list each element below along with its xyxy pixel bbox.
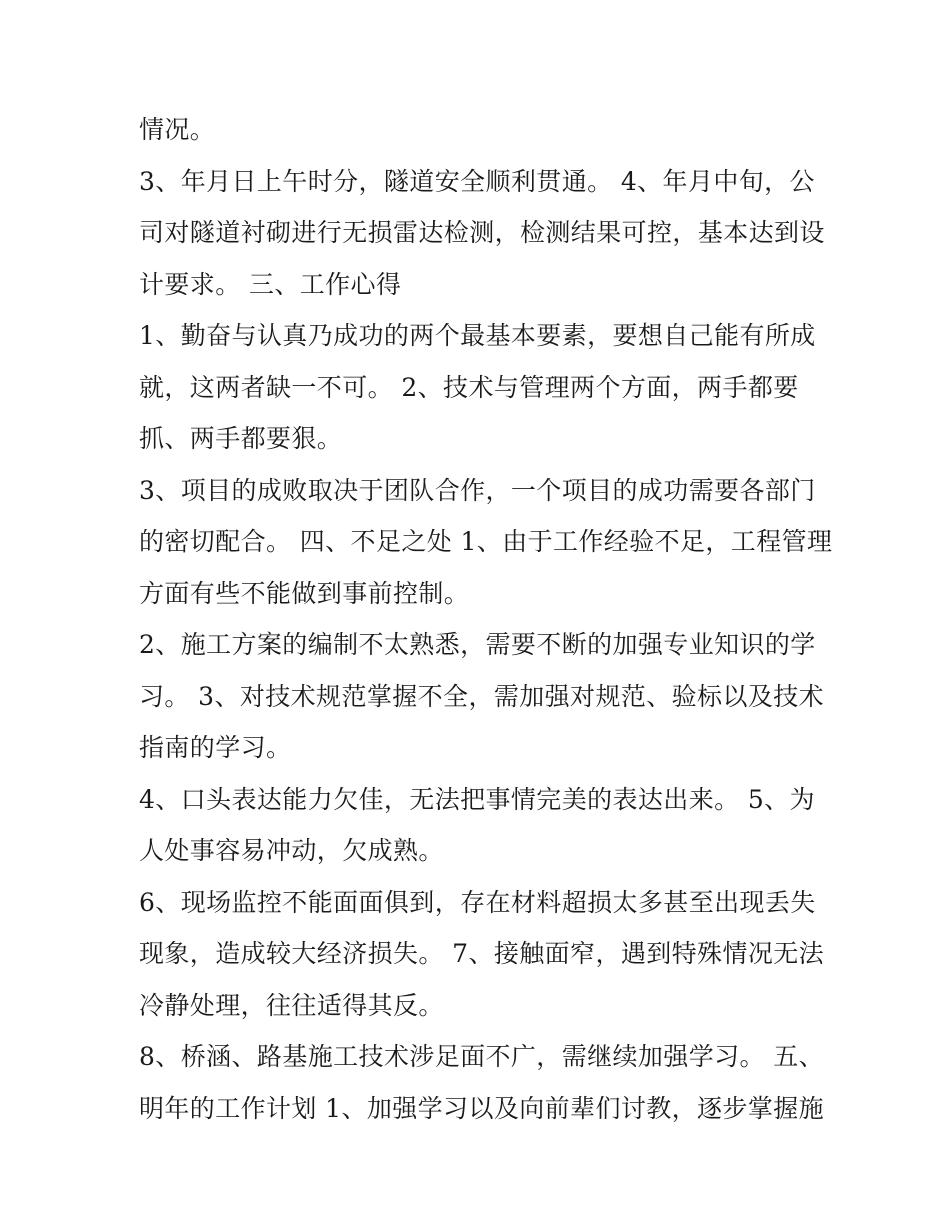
document-body — [139, 104, 833, 1134]
text-line: 2、施工方案的编制不太熟悉，需要不断的加强专业知识的学 — [139, 630, 816, 659]
text-line: 指南的学习。 — [139, 733, 292, 762]
text-line: 4、口头表达能力欠佳，无法把事情完美的表达出来。 5、为 — [139, 784, 815, 814]
text-line: 习。 3、对技术规范掌握不全，需加强对规范、验标以及技术 — [139, 681, 825, 711]
text-line: 现象，造成较大经济损失。 7、接触面窄，遇到特殊情况无法 — [139, 939, 825, 968]
text-line: 的密切配合。 四、不足之处 1、由于工作经验不足，工程管理 — [139, 527, 833, 556]
text-line: 抓、两手都要狠。 — [139, 424, 343, 453]
text-line: 人处事容易冲动，欠成熟。 — [139, 836, 444, 865]
text-line: 计要求。 三、工作心得 — [139, 269, 402, 299]
text-line: 方面有些不能做到事前控制。 — [139, 578, 470, 608]
text-line: 3、年月日上午时分，隧道安全顺利贯通。 4、年月中旬，公 — [139, 166, 815, 196]
text-line: 司对隧道衬砌进行无损雷达检测，检测结果可控，基本达到设 — [139, 218, 825, 247]
text-line: 就，这两者缺一不可。 2、技术与管理两个方面，两手都要 — [139, 372, 799, 402]
text-line: 情况。 — [139, 115, 216, 144]
text-line: 3、项目的成败取决于团队合作，一个项目的成功需要各部门 — [139, 475, 816, 505]
text-line: 明年的工作计划 1、加强学习以及向前辈们讨教，逐步掌握施 — [139, 1093, 825, 1123]
text-line: 1、勤奋与认真乃成功的两个最基本要素，要想自己能有所成 — [139, 321, 816, 350]
text-line: 冷静处理，往往适得其反。 — [139, 990, 444, 1020]
text-line: 8、桥涵、路基施工技术涉足面不广，需继续加强学习。 五、 — [139, 1042, 825, 1071]
text-line: 6、现场监控不能面面俱到，存在材料超损太多甚至出现丢失 — [139, 887, 816, 917]
